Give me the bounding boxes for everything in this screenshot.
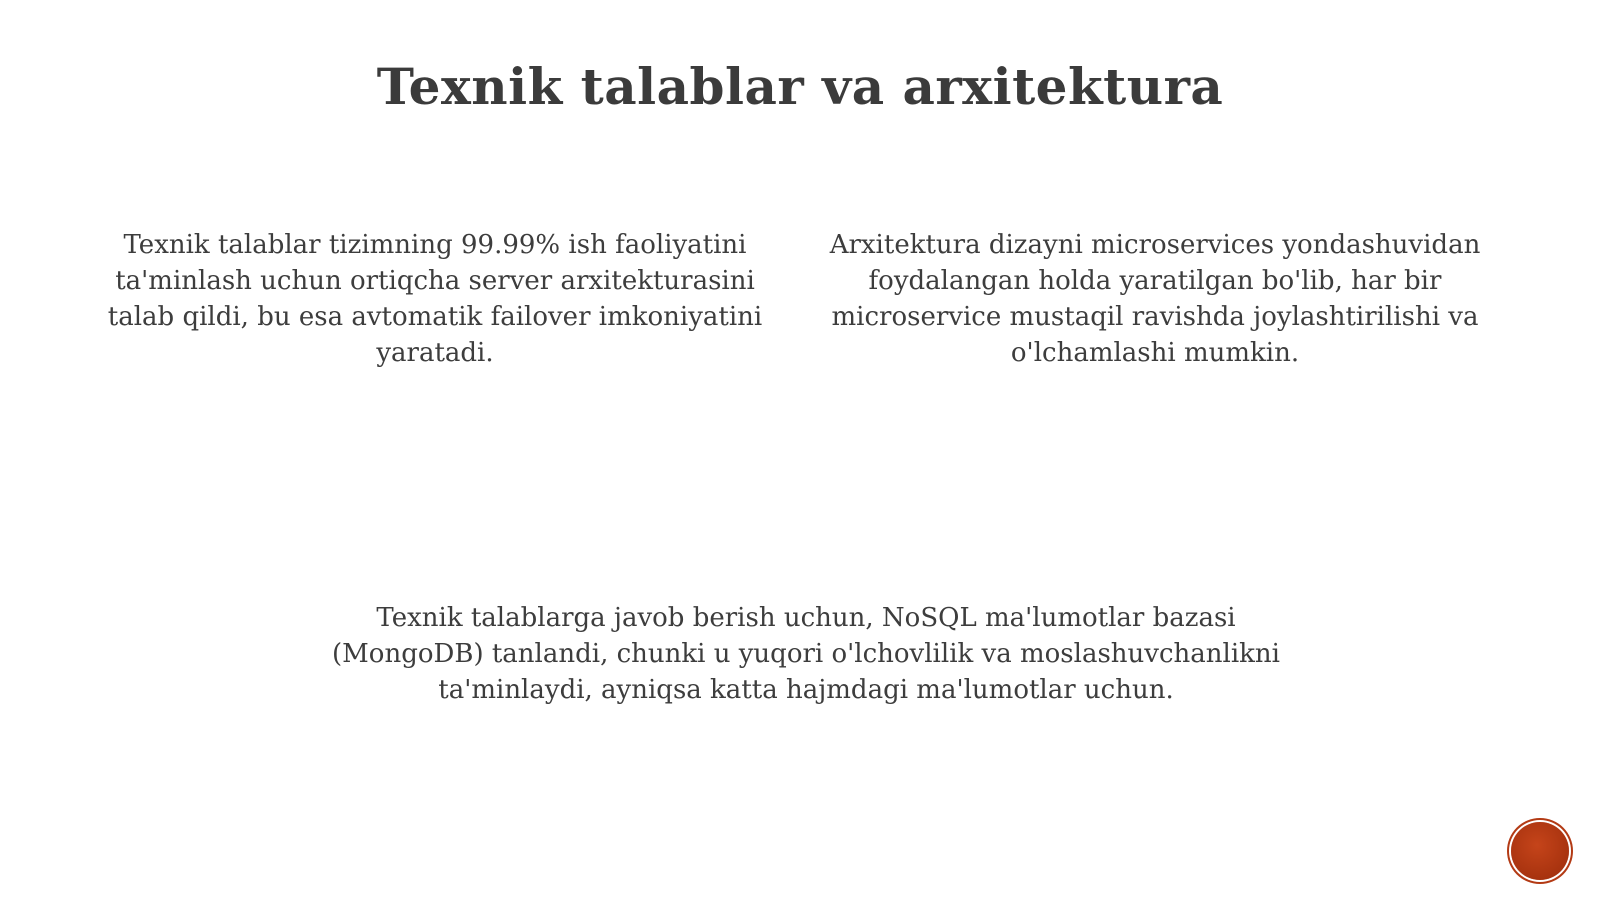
- text-block-right: Arxitektura dizayni microservices yondashuvidan foydalangan holda yaratilgan bo'lib, har bir microservice mustaqil ravishda joylashtirilishi va o'lchamlashi mumkin.: [829, 230, 1481, 368]
- navigation-dot-button[interactable]: [1511, 822, 1569, 880]
- text-block-left: Texnik talablar tizimning 99.99% ish faoliyatini ta'minlash uchun ortiqcha server arxitekturasini talab qildi, bu esa avtomatik failover imkoniyatini yaratadi.: [107, 230, 763, 368]
- text-block-bottom: Texnik talablarga javob berish uchun, NoSQL ma'lumotlar bazasi (MongoDB) tanlandi, chunki u yuqori o'lchovlilik va moslashuvchanlikni ta'minlaydi, ayniqsa katta hajmdagi ma'lumotlar uchun.: [332, 603, 1280, 705]
- slide-title: Texnik talablar va arxitektura: [376, 57, 1224, 116]
